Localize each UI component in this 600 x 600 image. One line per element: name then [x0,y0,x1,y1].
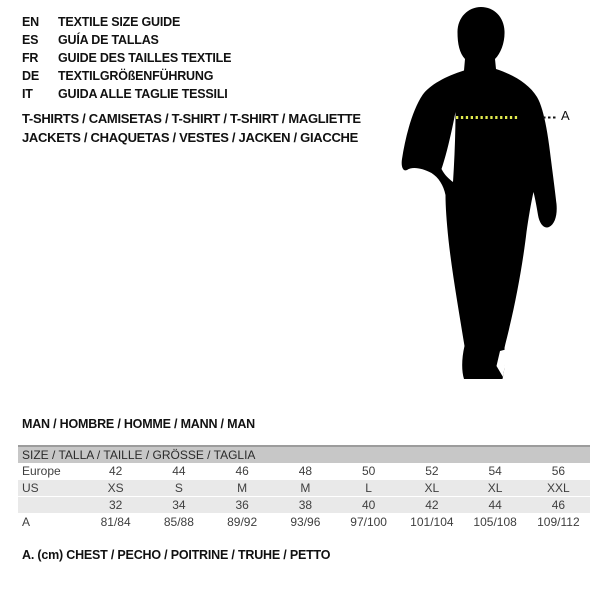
row-label: A [22,515,31,529]
gender-title: MAN / HOMBRE / HOMME / MANN / MAN [22,417,255,431]
size-cell: XXL [547,481,570,495]
size-cell: 46 [235,464,249,478]
size-table-header: SIZE / TALLA / TAILLE / GRÖSSE / TAGLIA [18,447,590,463]
table-row-europe [18,463,590,480]
language-title: TEXTILGRÖßENFÜHRUNG [58,69,214,83]
size-cell: 109/112 [537,515,580,529]
category-line-jackets: JACKETS / CHAQUETAS / VESTES / JACKEN / GIACCHE [22,130,358,145]
language-code: EN [22,15,39,29]
size-cell: 81/84 [100,515,131,529]
size-cell: 48 [298,464,313,478]
size-cell: 101/104 [410,515,454,529]
row-label: US [22,481,39,495]
size-cell: 54 [488,464,502,478]
category-lines [22,109,361,147]
row-label: Europe [22,464,61,478]
language-code: IT [22,87,33,101]
language-title: TEXTILE SIZE GUIDE [58,15,181,29]
size-cell: 105/108 [473,515,517,529]
size-cell: 44 [172,464,186,478]
language-row [22,31,231,49]
size-cell: 42 [108,464,123,478]
size-cell: 89/92 [227,515,258,529]
table-row-chest-cm [18,514,590,531]
man-silhouette-icon [400,5,575,387]
language-row [22,13,231,31]
size-cell: 42 [425,498,439,512]
table-row-us [18,480,590,497]
language-code: ES [22,33,39,47]
size-cell: M [237,481,248,495]
language-row [22,67,231,85]
language-title: GUIDE DES TAILLES TEXTILE [58,51,232,65]
language-code: FR [22,51,39,65]
measurement-a-label: A [561,108,570,123]
language-title: GUIDA ALLE TAGLIE TESSILI [58,87,228,101]
language-title: GUÍA DE TALLAS [58,33,159,47]
size-cell: M [300,481,311,495]
size-cell: 50 [361,464,376,478]
size-cell: XL [424,481,440,495]
size-cell: 85/88 [163,515,194,529]
size-cell: XL [487,481,503,495]
size-cell: 52 [425,464,439,478]
size-cell: 38 [298,498,313,512]
size-cell: L [365,481,372,495]
size-cell: 93/96 [290,515,321,529]
category-line-tshirts: T-SHIRTS / CAMISETAS / T-SHIRT / T-SHIRT / MAGLIETTE [22,111,361,126]
size-cell: 36 [235,498,249,512]
size-cell: 97/100 [350,515,387,529]
size-cell: 56 [551,464,566,478]
table-row-us-numeric [18,497,590,514]
size-cell: XS [107,481,124,495]
size-cell: S [174,481,183,495]
size-cell: 32 [108,498,123,512]
size-cell: 34 [172,498,186,512]
language-row [22,49,231,67]
row-label [18,497,84,514]
size-cell: 44 [488,498,502,512]
size-cell: 40 [361,498,376,512]
size-table [18,445,590,531]
size-cell: 46 [551,498,566,512]
measurement-footnote: A. (cm) CHEST / PECHO / POITRINE / TRUHE / PETTO [22,548,331,562]
language-code: DE [22,69,39,83]
language-list [22,13,231,103]
language-row [22,85,231,103]
